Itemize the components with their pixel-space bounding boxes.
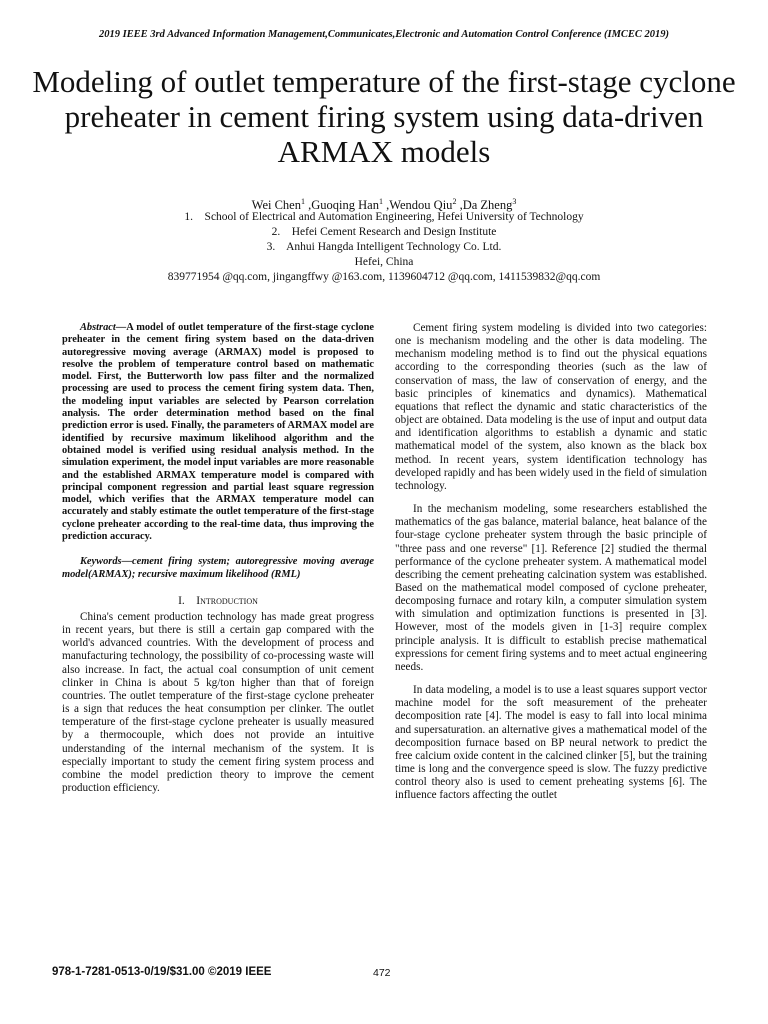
keywords: [62, 556, 374, 581]
affiliations: [0, 210, 768, 285]
body-paragraph: Cement firing system modeling is divided into two categories: one is mechanism modeling and the other is data modeling. The mechanism modeling method is to find out the physical equations according to the corresponding theories (such as the law of conservation of mass, the law of conservation of energy, and the basic principles of kinematics and dynamics). Mathematical equations that reflect the dynamic and static characteristics of the object are obtained. Data modeling is the use of input and output data and identification algorithms to establish a dynamic and static mathematical model of the system, also known as the black box method. In recent years, system identification technology has developed rapidly and has been widely used in the field of simulation technology.: [395, 322, 707, 492]
affiliation-2: 2. Hefei Cement Research and Design Institute: [271, 226, 497, 238]
author-affiliation-mark: 1: [378, 197, 383, 206]
author-separator: ,: [305, 198, 312, 213]
section-number: I.: [178, 594, 185, 607]
conference-header: 2019 IEEE 3rd Advanced Information Management,Communicates,Electronic and Automation Control Conference (IMCEC 2019): [98, 29, 670, 40]
paper-title: Modeling of outlet temperature of the first-stage cyclone preheater in cement firing system using data-driven ARMAX models: [32, 64, 736, 169]
page-number: 472: [373, 967, 391, 979]
keywords-label: Keywords: [80, 556, 122, 568]
introduction-paragraph: China's cement production technology has made great progress in recent years, but there is still a certain gap compared with the world's advanced countries. With the development of process and manufacturing technology, the possibility of co-processing waste will also increase. In fact, the actual coal consumption of unit cement clinker in China is about 5 kg/ton higher than that of foreign countries. The outlet temperature of the first-stage cyclone preheater is a sign that reduces the heat consumption per clinker. The outlet temperature of the first-stage cyclone preheater is usually measured by a thermocouple, which does not provide an intuitive understanding of the internal mechanism of the system. It is especially important to study the cement firing system process and combine the model prediction theory to improve the cement production efficiency.: [62, 610, 374, 794]
body-paragraph: In data modeling, a model is to use a least squares support vector machine model for the soft measurement of the preheater decomposition rate [4]. The model is easy to fall into local minima and supersaturation. an alternative gives a mathematical model of the decomposition furnace based on BP neural network to predict the free calcium oxide content in the calcined clinker [5], but the training time is long and the convergence speed is slow. The fuzzy predictive control theory also is used to cement preheating systems [6]. The influence factors affecting the outlet: [395, 684, 707, 802]
right-column: [395, 322, 707, 812]
body-paragraph: In the mechanism modeling, some researchers established the mathematics of the gas balance, material balance, heat balance of the four-stage cyclone preheater system through the basic principle of "three pass and one reverse" [1]. Reference [2] studied the thermal performance of the cyclone preheater system. A mathematical model describing the cement preheating calcination system was established. Based on the mathematical model composed of cyclone preheater, decomposing furnace and rotary kiln, a computer simulation system with simulation and optimization functions is presented in [3]. However, most of the models given in [1-3] require complex principle analysis. It is difficult to establish precise mathematical expressions for cement firing systems and to meet actual engineering needs.: [395, 503, 707, 673]
abstract-text: —A model of outlet temperature of the first-stage cyclone preheater in the cement firing system based on the data-driven autoregressive moving average (ARMAX) model is proposed to resolve the problem of temperature control based on mathematic model. First, the Butterworth low pass filter and the normalized processing are used to process the cement firing system data. Then, the modeling input variables are selected by Pearson correlation analysis. The order determination method based on the final prediction error is used. Finally, the parameters of ARMAX model are identified by recursive maximum likelihood algorithm and the obtained model is verified using residual analysis method. In the simulation experiment, the model input variables are more reasonable and the established ARMAX temperature model is compared with principal component regression and partial least square regression model, which verifies that the ARMAX temperature model can accurately and stably estimate the outlet temperature of the first-stage cyclone preheater according to the real-time data, thus improving the prediction accuracy.: [62, 322, 374, 543]
abstract-label: Abstract: [80, 322, 116, 333]
section-title: Introduction: [196, 594, 258, 607]
author-name: Da Zheng: [462, 198, 513, 213]
abstract: [62, 322, 374, 543]
author-name: Wendou Qiu: [389, 198, 453, 213]
affiliation-city: Hefei, China: [354, 256, 414, 268]
section-heading-introduction: [62, 595, 374, 607]
affiliation-3: 3. Anhui Hangda Intelligent Technology Co. Ltd.: [266, 241, 502, 253]
copyright-footer: 978-1-7281-0513-0/19/$31.00 ©2019 IEEE: [52, 966, 272, 978]
left-column: [62, 322, 374, 795]
author-affiliation-mark: 3: [512, 197, 517, 206]
author-emails: 839771954 @qq.com, jingangffwy @163.com, 1139604712 @qq.com, 1411539832@qq.com: [167, 271, 601, 283]
author-name: Guoqing Han: [311, 198, 379, 213]
author-affiliation-mark: 1: [301, 197, 305, 206]
affiliation-1: 1. School of Electrical and Automation Engineering, Hefei University of Technology: [184, 211, 584, 223]
author-separator: ,: [456, 198, 463, 213]
author-separator: ,: [382, 198, 390, 213]
author-name: Wei Chen: [251, 198, 301, 213]
keywords-text: —cement firing system; autoregressive moving average model(ARMAX); recursive maximum likelihood (RML): [62, 556, 374, 580]
author-affiliation-mark: 2: [452, 197, 457, 206]
